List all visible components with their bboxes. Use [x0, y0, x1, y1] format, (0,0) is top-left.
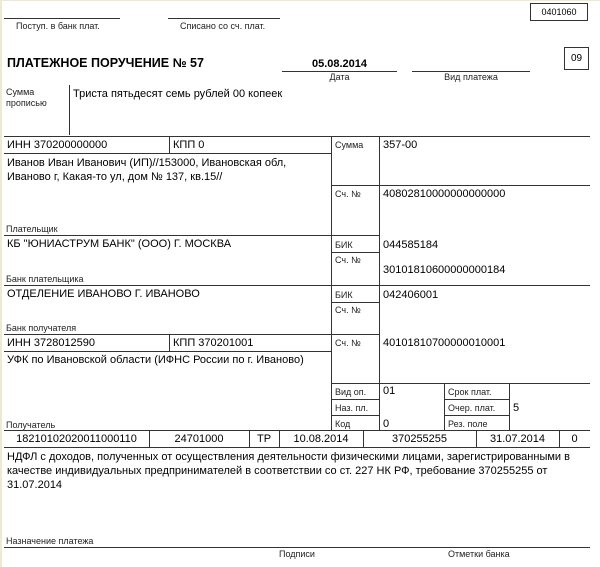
debited-line — [168, 18, 280, 19]
divider — [4, 430, 590, 431]
purpose-line3: 31.07.2014 — [7, 479, 63, 491]
divider — [4, 334, 379, 335]
divider — [331, 302, 379, 303]
payee-account-value: 40101810700000010001 — [383, 337, 506, 349]
divider — [331, 185, 590, 186]
tax-field-period: 10.08.2014 — [293, 433, 349, 445]
payee-inn: ИНН 3728012590 — [7, 337, 96, 349]
page-title: ПЛАТЕЖНОЕ ПОРУЧЕНИЕ № 57 — [7, 56, 204, 70]
payee-bank-bik-label: БИК — [335, 290, 353, 300]
payer-account-value: 40802810000000000000 — [383, 188, 506, 200]
tax-field-doc-number: 370255255 — [391, 433, 448, 445]
code-value: 0 — [383, 418, 390, 430]
divider — [4, 547, 590, 548]
op-type-value: 01 — [383, 385, 396, 397]
payer-kpp: КПП 0 — [173, 139, 205, 151]
payee-account-label: Сч. № — [335, 338, 361, 348]
divider — [444, 383, 445, 430]
date-label: Дата — [329, 72, 350, 82]
status-code: 09 — [570, 53, 583, 64]
divider — [169, 136, 170, 153]
divider — [379, 136, 380, 430]
amount-words-label — [6, 87, 47, 109]
priority-label: Очер. плат. — [448, 403, 496, 413]
payer-name — [7, 156, 286, 184]
payer-bank-account-label: Сч. № — [335, 255, 361, 265]
priority-value: 5 — [513, 402, 520, 414]
purpose-label: Назначение платежа — [6, 536, 94, 546]
received-line — [4, 18, 120, 19]
form-code: 0401060 — [541, 7, 577, 17]
payee-name: УФК по Ивановской области (ИФНС России по г. Иваново) — [7, 354, 304, 366]
divider — [4, 235, 379, 236]
amount-words-label-line2: прописью — [6, 98, 47, 108]
tax-field-doc-date: 31.07.2014 — [489, 433, 546, 445]
tax-field-basis: ТР — [256, 433, 272, 445]
divider — [331, 252, 379, 253]
payer-bank-bik-label: БИК — [335, 240, 353, 250]
date-value: 05.08.2014 — [311, 58, 368, 70]
payer-name-line1: Иванов Иван Иванович (ИП)//153000, Ивановская обл, — [7, 157, 287, 169]
payer-bank-bik-value: 044585184 — [383, 239, 439, 251]
purpose-line1: НДФЛ с доходов, полученных от осуществления деятельности физическими лицами, зарегистрированными в — [7, 451, 570, 463]
sum-label: Сумма — [335, 140, 364, 150]
divider — [331, 136, 332, 430]
payer-inn: ИНН 370200000000 — [7, 139, 108, 151]
payer-account-label: Сч. № — [335, 189, 361, 199]
payee-bank-name: ОТДЕЛЕНИЕ ИВАНОВО Г. ИВАНОВО — [7, 288, 200, 300]
divider — [331, 415, 379, 416]
form-code-box — [530, 3, 588, 21]
payee-bank-account-label: Сч. № — [335, 305, 361, 315]
divider — [4, 136, 590, 137]
payer-label: Плательщик — [6, 224, 58, 234]
tax-field-oktmo: 24701000 — [174, 433, 224, 445]
debited-label: Списано со сч. плат. — [180, 21, 266, 31]
amount-words-value: Триста пятьдесят семь рублей 00 копеек — [73, 88, 283, 100]
op-type-label: Вид оп. — [335, 387, 367, 397]
divider — [331, 399, 379, 400]
divider — [4, 447, 590, 448]
tax-field-type: 0 — [571, 433, 578, 445]
divider — [4, 285, 590, 286]
amount-words-label-line1: Сумма — [6, 87, 35, 97]
payee-label: Получатель — [6, 420, 56, 430]
purpose-line2: качестве индивидуальных предпринимателей в соответствии со ст. 227 НК РФ, требование 370255255 от — [7, 465, 548, 477]
amount-words-divider — [69, 85, 70, 135]
divider — [4, 153, 331, 154]
payee-bank-bik-value: 042406001 — [383, 289, 439, 301]
bank-marks-label: Отметки банка — [448, 549, 510, 559]
sum-value: 357-00 — [383, 139, 418, 151]
payer-bank-name: КБ "ЮНИАСТРУМ БАНК" (ООО) Г. МОСКВА — [7, 238, 232, 250]
divider — [444, 415, 509, 416]
reserved-label: Рез. поле — [448, 419, 488, 429]
purpose-text — [7, 450, 570, 492]
divider — [169, 334, 170, 351]
payer-bank-account-value: 30101810600000000184 — [383, 264, 506, 276]
divider — [444, 399, 509, 400]
divider — [509, 383, 510, 430]
tax-field-kbk: 18210102020011000110 — [16, 433, 137, 445]
payee-kpp: КПП 370201001 — [173, 337, 254, 349]
received-label: Поступ. в банк плат. — [16, 21, 100, 31]
status-code-box — [564, 47, 589, 70]
divider — [4, 351, 331, 352]
payment-type-label: Вид платежа — [444, 72, 498, 82]
payee-bank-label: Банк получателя — [6, 323, 77, 333]
signatures-label: Подписи — [279, 549, 315, 559]
code-label: Код — [335, 419, 351, 429]
payer-name-line2: Иваново г, Какая-то ул, дом № 137, кв.15// — [7, 171, 223, 183]
purpose-code-label: Наз. пл. — [335, 403, 369, 413]
divider — [331, 383, 590, 384]
due-date-label: Срок плат. — [448, 387, 492, 397]
payer-bank-label: Банк плательщика — [6, 274, 84, 284]
